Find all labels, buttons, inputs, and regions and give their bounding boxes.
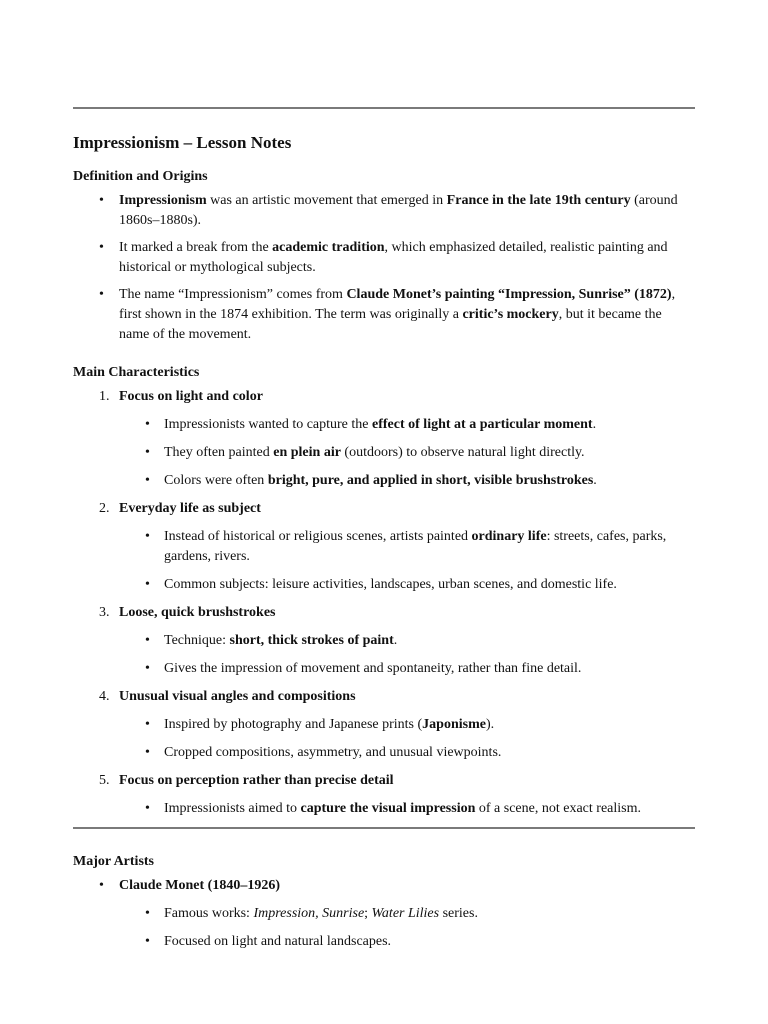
sub-bullet: • Famous works: Impression, Sunrise; Water Lilies series. <box>119 904 695 924</box>
characteristic-title: Everyday life as subject <box>119 501 261 516</box>
sub-bullet: • Impressionists aimed to capture the visual impression of a scene, not exact realism. <box>119 799 695 819</box>
section-heading-artists: Major Artists <box>73 854 154 869</box>
sub-list <box>119 527 695 595</box>
sub-list <box>119 904 695 952</box>
artist-name: Claude Monet (1840–1926) <box>119 878 280 893</box>
section-artists <box>73 852 695 952</box>
sub-bullet: • Gives the impression of movement and spontaneity, rather than fine detail. <box>119 659 695 679</box>
definition-bullet-1: • Impressionism was an artistic movement that emerged in France in the late 19th century (around 1860s–1880s). <box>73 191 695 231</box>
characteristic-title: Focus on light and color <box>119 389 263 404</box>
sub-bullet: • Inspired by photography and Japanese prints (Japonisme). <box>119 715 695 735</box>
sub-bullet: • Cropped compositions, asymmetry, and unusual viewpoints. <box>119 743 695 763</box>
section-characteristics <box>73 363 695 819</box>
item-number: 4. <box>99 689 110 704</box>
characteristic-title: Loose, quick brushstrokes <box>119 605 276 620</box>
sub-list <box>119 415 695 491</box>
sub-bullet: • Impressionists wanted to capture the effect of light at a particular moment. <box>119 415 695 435</box>
characteristics-list <box>73 387 695 819</box>
sub-bullet: • Instead of historical or religious scenes, artists painted ordinary life: streets, cafes, parks, gardens, rivers. <box>119 527 695 567</box>
artists-list <box>73 876 695 952</box>
document-title: Impressionism – Lesson Notes <box>73 133 292 152</box>
characteristic-item-5 <box>73 771 695 819</box>
characteristic-item-3 <box>73 603 695 679</box>
section-divider <box>73 827 695 829</box>
sub-bullet: • Technique: short, thick strokes of paint. <box>119 631 695 651</box>
document-body <box>73 167 695 960</box>
artist-item-monet <box>73 876 695 952</box>
section-definition <box>73 167 695 345</box>
characteristic-item-2 <box>73 499 695 595</box>
section-heading-definition: Definition and Origins <box>73 169 208 184</box>
item-number: 2. <box>99 501 110 516</box>
characteristic-title: Unusual visual angles and compositions <box>119 689 356 704</box>
definition-list <box>73 191 695 345</box>
item-number: 5. <box>99 773 110 788</box>
item-number: 1. <box>99 389 110 404</box>
sub-bullet: • They often painted en plein air (outdoors) to observe natural light directly. <box>119 443 695 463</box>
section-heading-characteristics: Main Characteristics <box>73 365 200 380</box>
definition-bullet-2: • It marked a break from the academic tradition, which emphasized detailed, realistic painting and historical or mythological subjects. <box>73 238 695 278</box>
sub-list <box>119 715 695 763</box>
item-number: 3. <box>99 605 110 620</box>
sub-bullet: • Focused on light and natural landscapes. <box>119 932 695 952</box>
sub-list <box>119 631 695 679</box>
sub-bullet: • Common subjects: leisure activities, landscapes, urban scenes, and domestic life. <box>119 575 695 595</box>
sub-bullet: • Colors were often bright, pure, and applied in short, visible brushstrokes. <box>119 471 695 491</box>
top-divider <box>73 107 695 109</box>
characteristic-item-1 <box>73 387 695 491</box>
characteristic-title: Focus on perception rather than precise detail <box>119 773 394 788</box>
characteristic-item-4 <box>73 687 695 763</box>
definition-bullet-3: • The name “Impressionism” comes from Claude Monet’s painting “Impression, Sunrise” (1872), first shown in the 1874 exhibition. The term was originally a critic’s mockery, but it became the name of the movement. <box>73 285 695 345</box>
sub-list <box>119 799 695 819</box>
